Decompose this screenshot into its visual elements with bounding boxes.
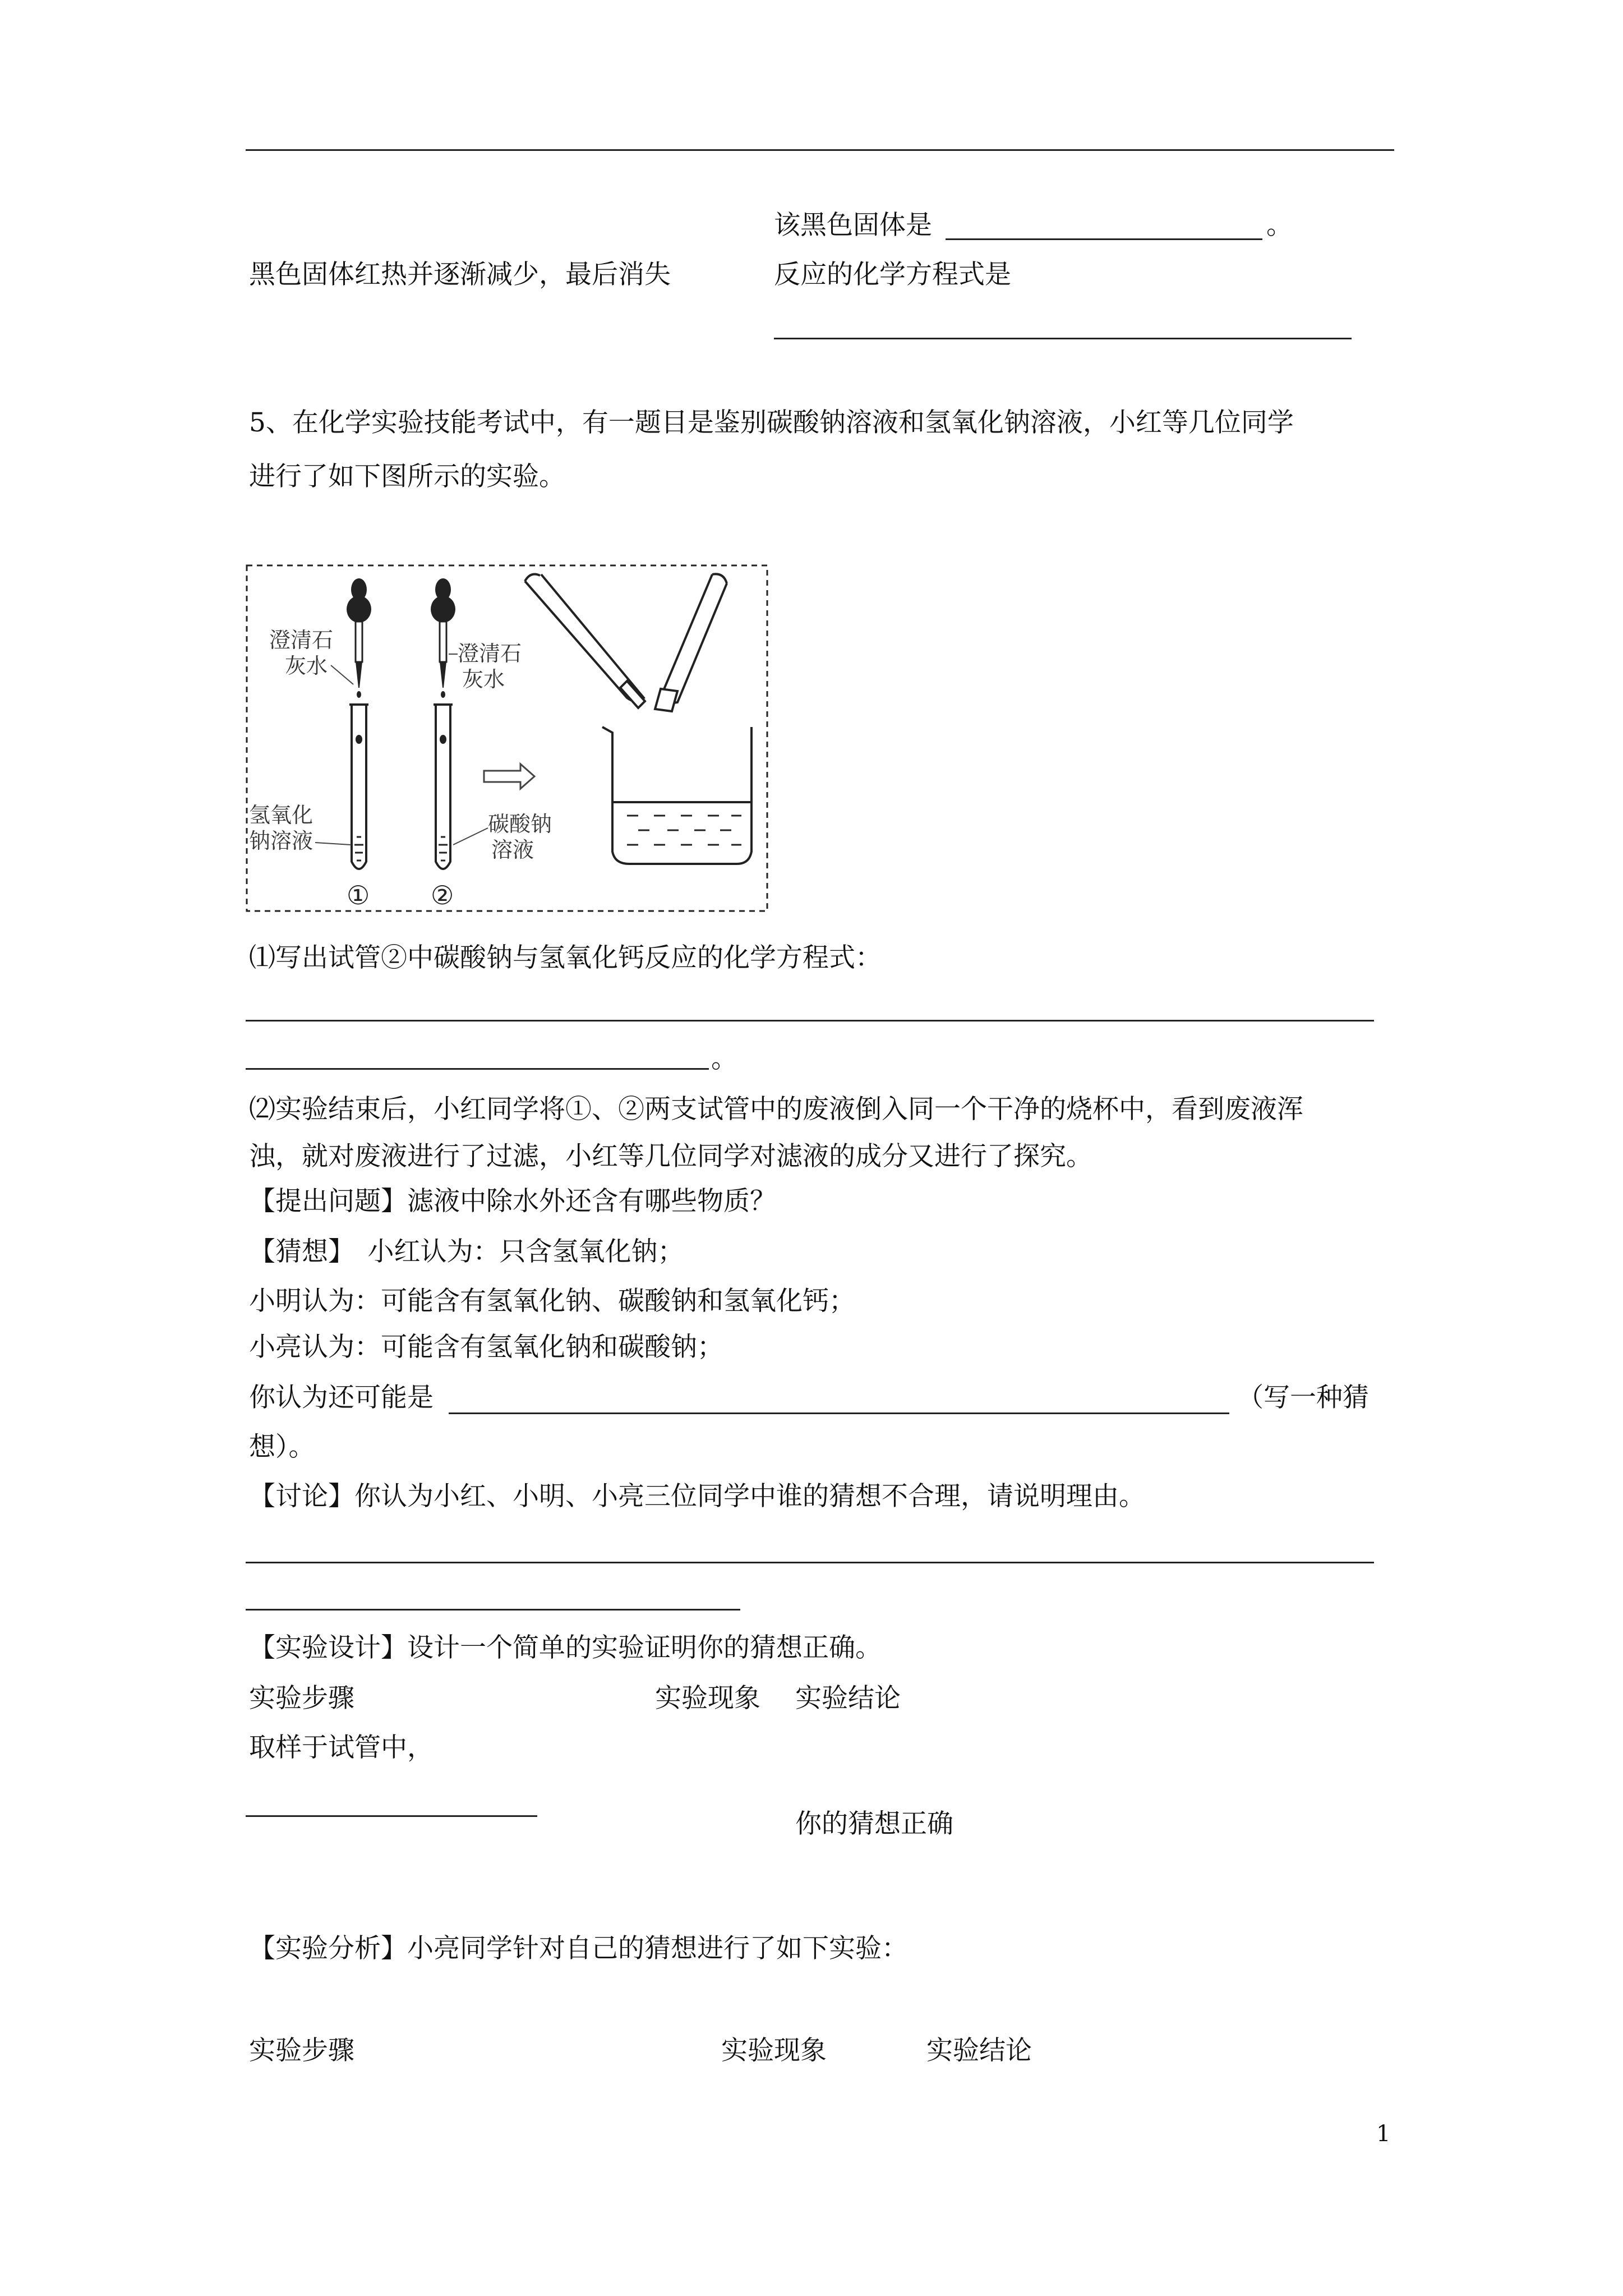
page-number: 1 [1376, 2121, 1391, 2147]
part2-question: 【提出问题】滤液中除水外还含有哪些物质？ [249, 1186, 776, 1217]
your-guess-end: 想）。 [249, 1432, 315, 1462]
test-tube-1 [349, 705, 368, 869]
design-step-blank[interactable] [246, 1815, 537, 1817]
tube2-label-line2: 溶液 [491, 838, 534, 862]
design-prompt: 【实验设计】设计一个简单的实验证明你的猜想正确。 [249, 1632, 882, 1663]
discussion-answer-line2[interactable] [246, 1609, 740, 1611]
tube1-number: ① [347, 880, 370, 910]
dropper-2 [431, 578, 455, 698]
analysis-col-steps: 实验步骤 [249, 2035, 354, 2066]
pouring-tube-right [655, 574, 727, 711]
q5-intro-line2: 进行了如下图所示的实验。 [249, 461, 565, 492]
black-solid-blank[interactable] [946, 238, 1262, 240]
analysis-col-phenomenon: 实验现象 [721, 2035, 827, 2066]
part1-answer-line1[interactable] [246, 1020, 1374, 1022]
tube2-label-line1: 碳酸钠 [488, 812, 552, 836]
design-conclusion-text: 你的猜想正确 [795, 1809, 953, 1839]
black-solid-suffix: 。 [1266, 210, 1293, 241]
tube1-label-line2: 钠溶液 [249, 829, 313, 853]
part2-intro-line1: ⑵实验结束后，小红同学将①、②两支试管中的废液倒入同一个干净的烧杯中，看到废液浑 [249, 1094, 1303, 1125]
dropper-1 [347, 578, 371, 698]
guess-xiaohong: 【猜想】 小红认为：只含氢氧化钠； [249, 1236, 684, 1267]
beaker [602, 727, 751, 864]
dropper1-label-line1: 澄清石 [269, 628, 334, 652]
part1-answer-line2[interactable] [246, 1068, 709, 1070]
your-guess-prefix: 你认为还可能是 [249, 1382, 434, 1413]
right-arrow [484, 764, 534, 789]
part1-end-mark: 。 [711, 1043, 737, 1074]
guess-xiaoliang: 小亮认为：可能含有氢氧化钠和碳酸钠； [249, 1332, 723, 1363]
equation-prompt: 反应的化学方程式是 [774, 259, 1011, 290]
header-rule [246, 149, 1394, 151]
your-guess-suffix: （写一种猜 [1237, 1382, 1369, 1413]
part1-question: ⑴写出试管②中碳酸钠与氢氧化钙反应的化学方程式： [249, 942, 882, 973]
dropper2-label-line2: 灰水 [462, 667, 505, 692]
black-solid-prefix: 该黑色固体是 [774, 210, 932, 241]
phenomenon-text: 黑色固体红热并逐渐减少，最后消失 [249, 259, 671, 290]
dropper1-label-line2: 灰水 [285, 654, 328, 678]
tube2-number: ② [431, 880, 454, 910]
analysis-col-conclusion: 实验结论 [926, 2035, 1032, 2066]
part2-intro-line2: 浊，就对废液进行了过滤，小红等几位同学对滤液的成分又进行了探究。 [249, 1141, 1092, 1172]
dropper2-label-line1: 澄清石 [458, 641, 522, 666]
pouring-tube-left [525, 574, 645, 708]
discussion-answer-line1[interactable] [246, 1562, 1374, 1563]
your-guess-blank[interactable] [449, 1412, 1229, 1414]
discussion-prompt: 【讨论】你认为小红、小明、小亮三位同学中谁的猜想不合理，请说明理由。 [249, 1481, 1145, 1512]
q5-intro-line1: 5、在化学实验技能考试中，有一题目是鉴别碳酸钠溶液和氢氧化钠溶液，小红等几位同学 [249, 407, 1294, 438]
design-col-conclusion: 实验结论 [795, 1683, 901, 1714]
equation-blank[interactable] [774, 338, 1352, 339]
tube1-label-line1: 氢氧化 [249, 803, 313, 827]
design-col-phenomenon: 实验现象 [655, 1683, 760, 1714]
design-step-text: 取样于试管中， [249, 1732, 434, 1763]
analysis-prompt: 【实验分析】小亮同学针对自己的猜想进行了如下实验： [249, 1933, 908, 1964]
guess-xiaoming: 小明认为：可能含有氢氧化钠、碳酸钠和氢氧化钙； [249, 1286, 855, 1317]
test-tube-2 [434, 705, 453, 869]
design-col-steps: 实验步骤 [249, 1683, 354, 1714]
experiment-figure [246, 564, 768, 912]
